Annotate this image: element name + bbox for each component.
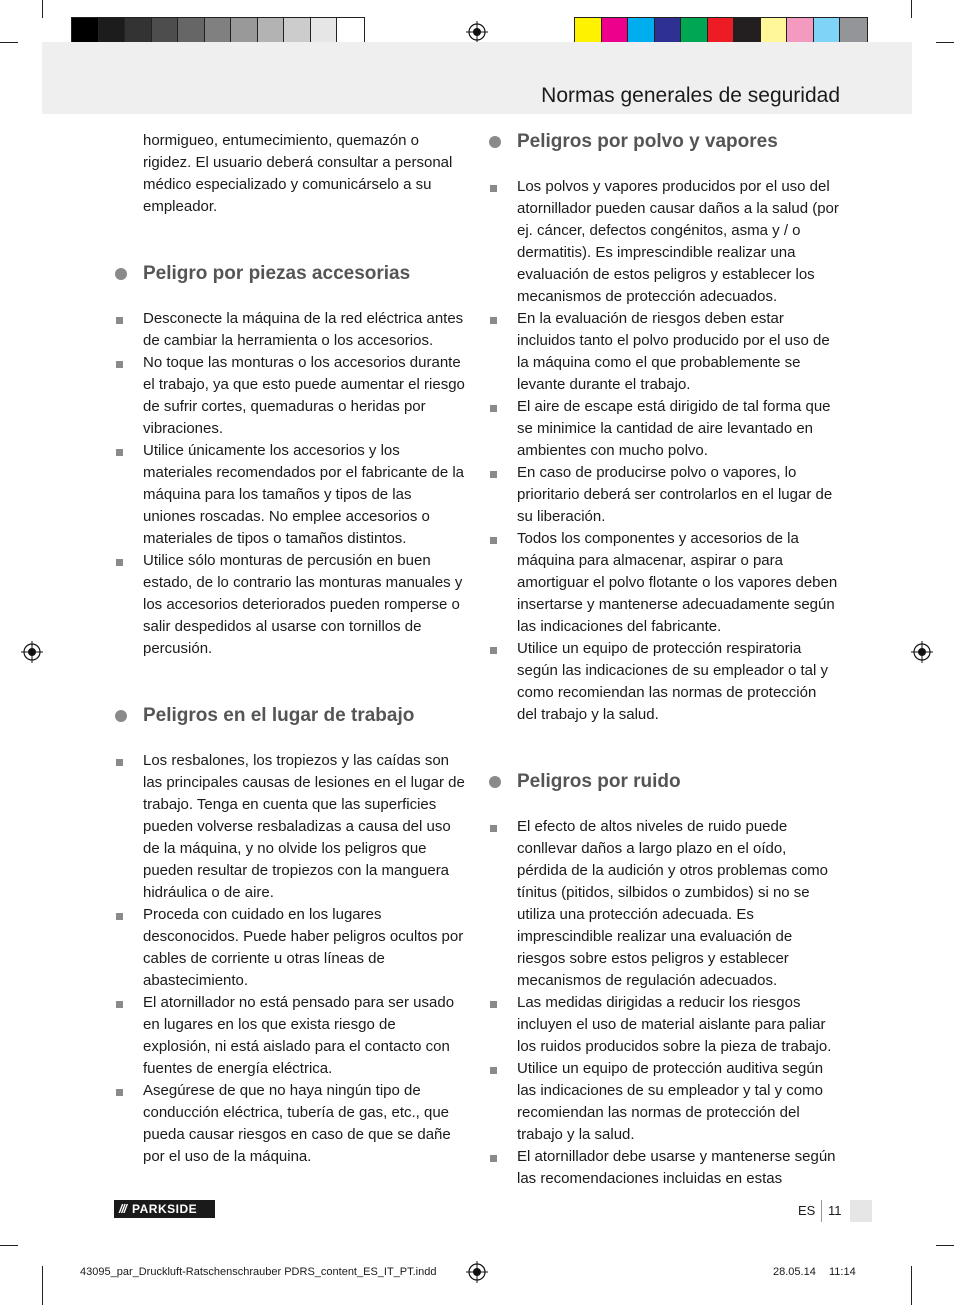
list-item — [114, 308, 466, 352]
list-item — [488, 176, 840, 308]
registration-mark-icon — [911, 641, 933, 663]
list-item — [488, 638, 840, 726]
crop-mark — [42, 1266, 43, 1305]
logo-slashes: /// — [119, 1202, 127, 1216]
bullet-square-icon — [116, 317, 123, 324]
bullet-square-icon — [490, 471, 497, 478]
bullet-list — [488, 816, 840, 1190]
list-item-text: El efecto de altos niveles de ruido puede conllevar daños a largo plazo en el oído, pérdida de la audición y otros problemas como tínitus (pitidos, silbidos o zumbidos) si no se utiliza una protección adecuada. Es imprescindible realizar una evaluación de riesgos sobre estos peligros y establecer mecanismos de regulación adecuados. — [517, 818, 829, 989]
bullet-square-icon — [490, 405, 497, 412]
intro-paragraph: hormigueo, entumecimiento, quemazón o rigidez. El usuario deberá consultar a personal médico especializado y comunicárselo a su empleador. — [143, 132, 453, 215]
right-column — [488, 130, 840, 1190]
list-item — [114, 904, 466, 992]
list-item — [488, 308, 840, 396]
left-column — [114, 130, 466, 1168]
list-item — [114, 1080, 466, 1168]
section-title: Peligro por piezas accesorias — [143, 263, 411, 284]
list-item — [114, 440, 466, 550]
crop-mark — [0, 42, 18, 43]
list-item-text: No toque las monturas o los accesorios durante el trabajo, ya que esto puede aumentar el riesgo de sufrir cortes, quemaduras o heridas por vibraciones. — [143, 354, 465, 437]
list-item-text: Utilice únicamente los accesorios y los materiales recomendados por el fabricante de la máquina para los tamaños y tipos de las uniones roscadas. No emplee accesorios o materiales de tipos o tamaños distintos. — [143, 442, 465, 547]
list-item-text: Asegúrese de que no haya ningún tipo de conducción eléctrica, tubería de gas, etc., que pueda causar riesgos en caso de que se dañe por el uso de la máquina. — [143, 1082, 451, 1165]
page-tab — [850, 1200, 872, 1222]
bullet-square-icon — [116, 361, 123, 368]
slug-date: 28.05.14 — [773, 1266, 816, 1278]
left-sections — [114, 262, 466, 1168]
slug-time: 11:14 — [829, 1266, 856, 1278]
list-item-text: En la evaluación de riesgos deben estar incluidos tanto el polvo producido por el uso de la máquina como el que probablemente se levante durante el trabajo. — [517, 310, 830, 393]
list-item-text: Proceda con cuidado en los lugares desconocidos. Puede haber peligros ocultos por cables de corriente u otras líneas de abastecimiento. — [143, 906, 464, 989]
bullet-square-icon — [490, 317, 497, 324]
logo-text: PARKSIDE — [132, 1202, 198, 1216]
parkside-logo — [114, 1200, 215, 1218]
section-heading — [488, 130, 840, 154]
slug-filename: 43095_par_Druckluft-Ratschenschrauber PDRS_content_ES_IT_PT.indd — [80, 1266, 437, 1278]
list-item — [114, 352, 466, 440]
bullet-dot-icon — [115, 710, 127, 722]
right-sections — [488, 130, 840, 1190]
crop-mark — [0, 1245, 18, 1246]
bullet-square-icon — [116, 559, 123, 566]
list-item-text: Utilice un equipo de protección respiratoria según las indicaciones de su empleador o tal y como recomiendan las normas de protección del trabajo y la salud. — [517, 640, 829, 723]
registration-mark-icon — [21, 641, 43, 663]
bullet-square-icon — [490, 185, 497, 192]
section-title: Peligros en el lugar de trabajo — [143, 705, 415, 726]
list-item-text: Los polvos y vapores producidos por el uso del atornillador pueden causar daños a la salud (por ej. cáncer, defectos congénitos, asma y / o dermatitis). Es imprescindible realizar una evaluación de estos peligros y establecer los mecanismos de protección adecuados. — [517, 178, 839, 305]
list-item — [488, 1146, 840, 1190]
bullet-list — [488, 176, 840, 726]
language-code: ES — [798, 1203, 816, 1218]
crop-mark — [936, 42, 954, 43]
list-item-text: Utilice un equipo de protección auditiva según las indicaciones de su empleador y tal y como recomiendan las normas de protección del trabajo y la salud. — [517, 1060, 824, 1143]
list-item — [488, 1058, 840, 1146]
crop-mark — [911, 1266, 912, 1305]
page-number: 11 — [828, 1203, 842, 1218]
bullet-dot-icon — [489, 776, 501, 788]
bullet-square-icon — [490, 647, 497, 654]
bullet-square-icon — [490, 537, 497, 544]
section-title: Peligros por polvo y vapores — [517, 131, 778, 152]
section-heading — [114, 704, 466, 728]
bullet-square-icon — [116, 913, 123, 920]
bullet-square-icon — [490, 1001, 497, 1008]
section-heading — [488, 770, 840, 794]
crop-mark — [42, 0, 43, 18]
list-item — [488, 396, 840, 462]
bullet-square-icon — [116, 1001, 123, 1008]
list-item-text: El aire de escape está dirigido de tal forma que se minimice la cantidad de aire levantado en ambientes con mucho polvo. — [517, 398, 831, 459]
registration-mark-icon — [466, 1261, 488, 1283]
crop-mark — [911, 0, 912, 18]
divider — [821, 1200, 822, 1222]
bullet-list — [114, 308, 466, 660]
crop-mark — [936, 1245, 954, 1246]
list-item — [488, 992, 840, 1058]
bullet-square-icon — [490, 825, 497, 832]
bullet-list — [114, 750, 466, 1168]
bullet-square-icon — [116, 759, 123, 766]
list-item — [114, 992, 466, 1080]
bullet-square-icon — [116, 449, 123, 456]
list-item — [114, 750, 466, 904]
list-item-text: Las medidas dirigidas a reducir los riesgos incluyen el uso de material aislante para paliar los ruidos producidos sobre la pieza de trabajo. — [517, 994, 832, 1055]
bullet-square-icon — [490, 1067, 497, 1074]
list-item-text: Desconecte la máquina de la red eléctrica antes de cambiar la herramienta o los accesorios. — [143, 310, 464, 349]
bullet-square-icon — [116, 1089, 123, 1096]
bullet-dot-icon — [115, 268, 127, 280]
registration-mark-icon — [466, 21, 488, 43]
list-item-text: El atornillador debe usarse y mantenerse según las recomendaciones incluidas en estas — [517, 1148, 836, 1187]
list-item-text: Los resbalones, los tropiezos y las caídas son las principales causas de lesiones en el lugar de trabajo. Tenga en cuenta que las superficies pueden volverse resbaladizas a causa del uso de la máquina, y no olvide los peligros que pueden resultar de tropiezos con la manguera hidráulica o de aire. — [143, 752, 465, 901]
list-item — [114, 550, 466, 660]
bullet-square-icon — [490, 1155, 497, 1162]
page-title: Normas generales de seguridad — [541, 84, 840, 107]
list-item — [488, 462, 840, 528]
list-item-text: Utilice sólo monturas de percusión en buen estado, de lo contrario las monturas manuales y los accesorios deteriorados pueden romperse o salir despedidos al usarse con tornillos de percusión. — [143, 552, 463, 657]
section-heading — [114, 262, 466, 286]
section-title: Peligros por ruido — [517, 771, 681, 792]
list-item — [488, 816, 840, 992]
list-item-text: El atornillador no está pensado para ser usado en lugares en los que exista riesgo de explosión, ni está aislado para el contacto con fuentes de energía eléctrica. — [143, 994, 455, 1077]
list-item-text: En caso de producirse polvo o vapores, lo prioritario deberá ser controlarlos en el lugar de su liberación. — [517, 464, 833, 525]
list-item-text: Todos los componentes y accesorios de la máquina para almacenar, aspirar o para amortiguar el polvo flotante o los vapores deben insertarse y mantenerse adecuadamente según las indicaciones del fabricante. — [517, 530, 838, 635]
bullet-dot-icon — [489, 136, 501, 148]
list-item — [488, 528, 840, 638]
